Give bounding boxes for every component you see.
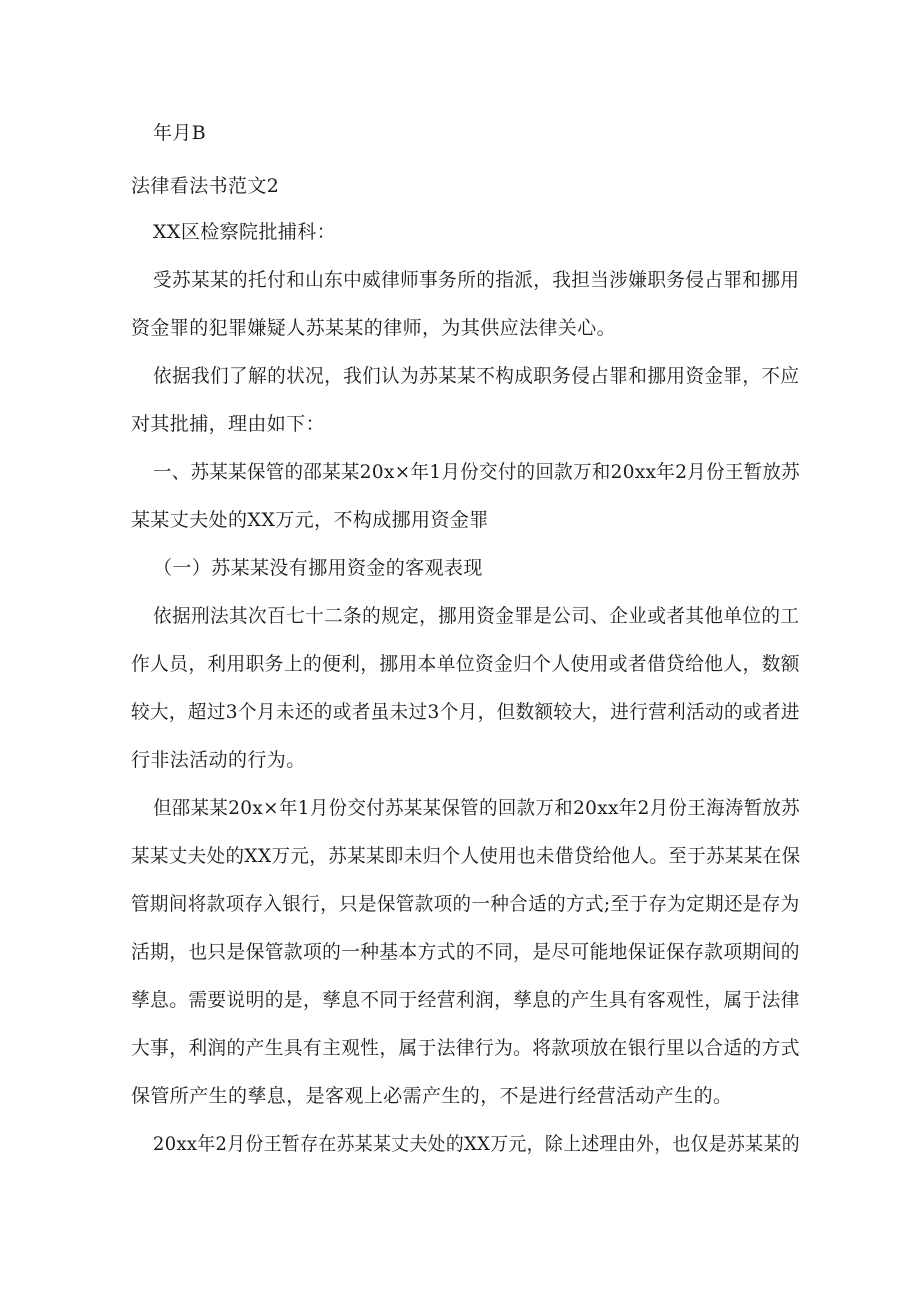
document-title: 法律看法书范文2 bbox=[131, 175, 280, 197]
recipient-line: XX区检察院批捕科： bbox=[153, 221, 337, 243]
subsection-heading: （一）苏某某没有挪用资金的客观表现 bbox=[153, 557, 483, 579]
body-line: 活期，也只是保管款项的一种基本方式的不同，是尽可能地保证保存款项期间的 bbox=[131, 941, 800, 963]
body-line: 行非法活动的行为。 bbox=[131, 749, 306, 771]
section-heading-line: 一、苏某某保管的邵某某20x×年1月份交付的回款万和20xx年2月份王暂放苏 bbox=[153, 461, 801, 483]
body-line: 保管所产生的孳息，是客观上必需产生的，不是进行经营活动产生的。 bbox=[131, 1085, 733, 1107]
body-line: 对其批捕，理由如下： bbox=[131, 413, 326, 435]
body-line: 大事，利润的产生具有主观性，属于法律行为。将款项放在银行里以合适的方式 bbox=[131, 1037, 800, 1059]
date-line: 年月B bbox=[153, 122, 207, 144]
body-line: 孳息。需要说明的是，孳息不同于经营利润，孳息的产生具有客观性，属于法律 bbox=[131, 989, 800, 1011]
body-line: 作人员，利用职务上的便利，挪用本单位资金归个人使用或者借贷给他人，数额 bbox=[131, 653, 800, 675]
body-line: 较大，超过3个月未还的或者虽未过3个月，但数额较大，进行营利活动的或者进 bbox=[131, 701, 800, 723]
body-line: 依据我们了解的状况，我们认为苏某某不构成职务侵占罪和挪用资金罪，不应 bbox=[153, 365, 800, 387]
body-line: 受苏某某的托付和山东中威律师事务所的指派，我担当涉嫌职务侵占罪和挪用 bbox=[153, 269, 800, 291]
body-line: 依据刑法其次百七十二条的规定，挪用资金罪是公司、企业或者其他单位的工 bbox=[153, 605, 800, 627]
body-line: 但邵某某20x×年1月份交付苏某某保管的回款万和20xx年2月份王海涛暂放苏 bbox=[153, 797, 801, 819]
body-line: 某某丈夫处的XX万元，苏某某即未归个人使用也未借贷给他人。至于苏某某在保 bbox=[131, 845, 801, 867]
body-line: 管期间将款项存入银行，只是保管款项的一种合适的方式;至于存为定期还是存为 bbox=[131, 893, 800, 915]
section-heading-line: 某某丈夫处的XX万元，不构成挪用资金罪 bbox=[131, 509, 489, 531]
body-line: 20xx年2月份王暂存在苏某某丈夫处的XX万元，除上述理由外，也仅是苏某某的 bbox=[153, 1133, 800, 1155]
body-line: 资金罪的犯罪嫌疑人苏某某的律师，为其供应法律关心。 bbox=[131, 317, 617, 339]
